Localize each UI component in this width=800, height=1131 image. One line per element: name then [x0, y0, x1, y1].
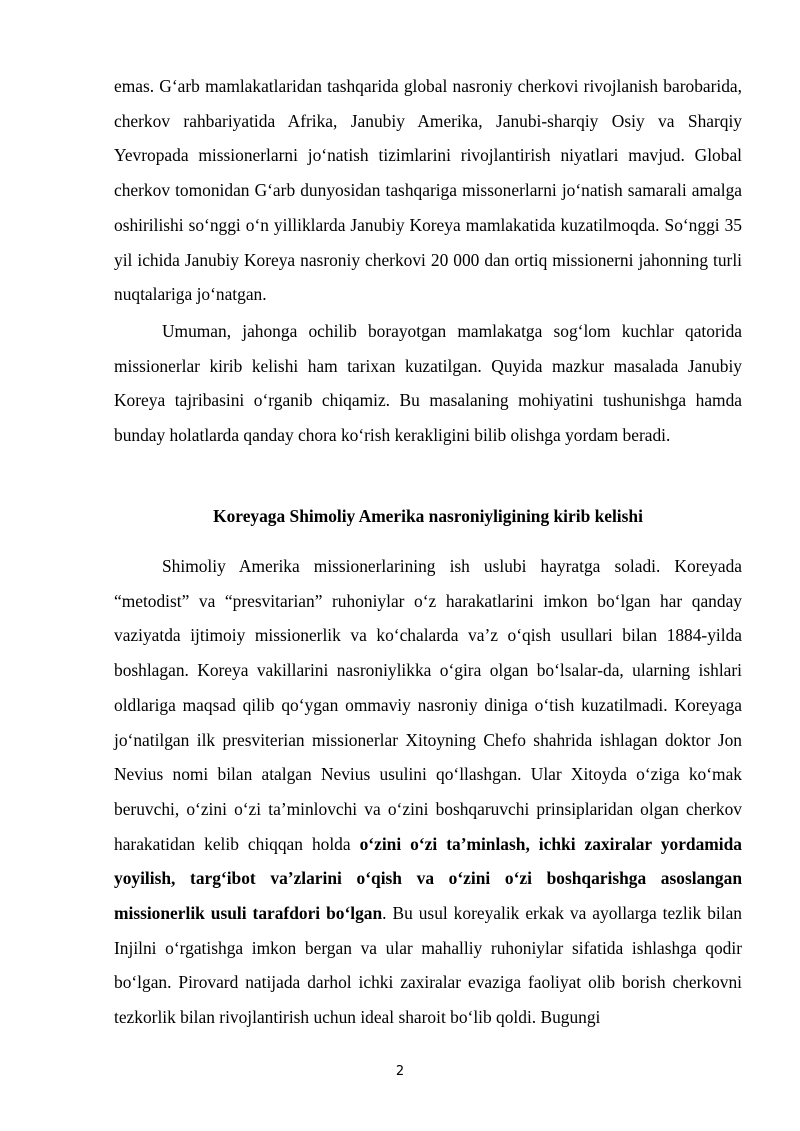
paragraph-3 [114, 549, 742, 1035]
paragraph-3-start: Shimoliy Amerika missionerlarining ish uslubi hayratga soladi. Koreyada “metodist” va “presvitarian” ruhoniylar o‘z harakatlarini imkon bo‘lgan har qanday vaziyatda ijtimoiy missionerlik va ko‘chalarda va’z o‘qish usullari bilan 1884-yilda boshlagan. Koreya vakillarini nasroniylikka o‘gira olgan bo‘lsalar-da, ularning ishlari oldlariga maqsad qilib qo‘ygan ommaviy nasroniy diniga o‘tish kuzatilmadi. Koreyaga jo‘natilgan ilk presviterian missionerlar Xitoyning Chefo shahrida ishlagan doktor Jon Nevius nomi bilan atalgan Nevius usulini qo‘llashgan. Ular Xitoyda o‘ziga ko‘mak beruvchi, o‘zini o‘zi ta’minlovchi va o‘zini boshqaruvchi prinsiplaridan olgan cherkov harakatidan kelib chiqqan holda [114, 556, 742, 854]
paragraph-1: emas. G‘arb mamlakatlaridan tashqarida global nasroniy cherkovi rivojlanish barobarida, cherkov rahbariyatida Afrika, Janubiy Amerika, Janubi-sharqiy Osiy va Sharqiy Yevropada missionerlarni jo‘natish tizimlarini rivojlantirish niyatlari mavjud. Global cherkov tomonidan G‘arb dunyosidan tashqariga missonerlarni jo‘natish samarali amalga oshirilishi so‘nggi o‘n yilliklarda Janubiy Koreya mamlakatida kuzatilmoqda. So‘nggi 35 yil ichida Janubiy Koreya nasroniy cherkovi 20 000 dan ortiq missionerni jahonning turli nuqtalariga jo‘natgan. [114, 76, 742, 305]
section-heading: Koreyaga Shimoliy Amerika nasroniyligining kirib kelishi [213, 506, 643, 526]
page-number: 2 [395, 1064, 405, 1079]
paragraph-2: Umuman, jahonga ochilib borayotgan mamlakatga sog‘lom kuchlar qatorida missionerlar kirib kelishi ham tarixan kuzatilgan. Quyida mazkur masalada Janubiy Koreya tajribasini o‘rganib chiqamiz. Bu masalaning mohiyatini tushunishga hamda bunday holatlarda qanday chora ko‘rish kerakligini bilib olishga yordam beradi. [114, 321, 742, 446]
paragraph-3-end: . Bu usul koreyalik erkak va ayollarga tezlik bilan Injilni o‘rgatishga imkon bergan va ular mahalliy ruhoniylar sifatida ishlashga qodir bo‘lgan. Pirovard natijada darhol ichki zaxiralar evaziga faoliyat olib borish cherkovni tezkorlik bilan rivojlantirish uchun ideal sharoit bo‘lib qoldi. Bugungi [114, 903, 742, 1028]
paragraph-3-bold-text: o‘zini o‘zi ta’minlash, ichki zaxiralar yordamida yoyilish, targ‘ibot va’zlarini o‘qish va o‘zini o‘zi boshqarishga asoslangan missionerlik usuli tarafdori bo‘lgan [114, 833, 742, 924]
